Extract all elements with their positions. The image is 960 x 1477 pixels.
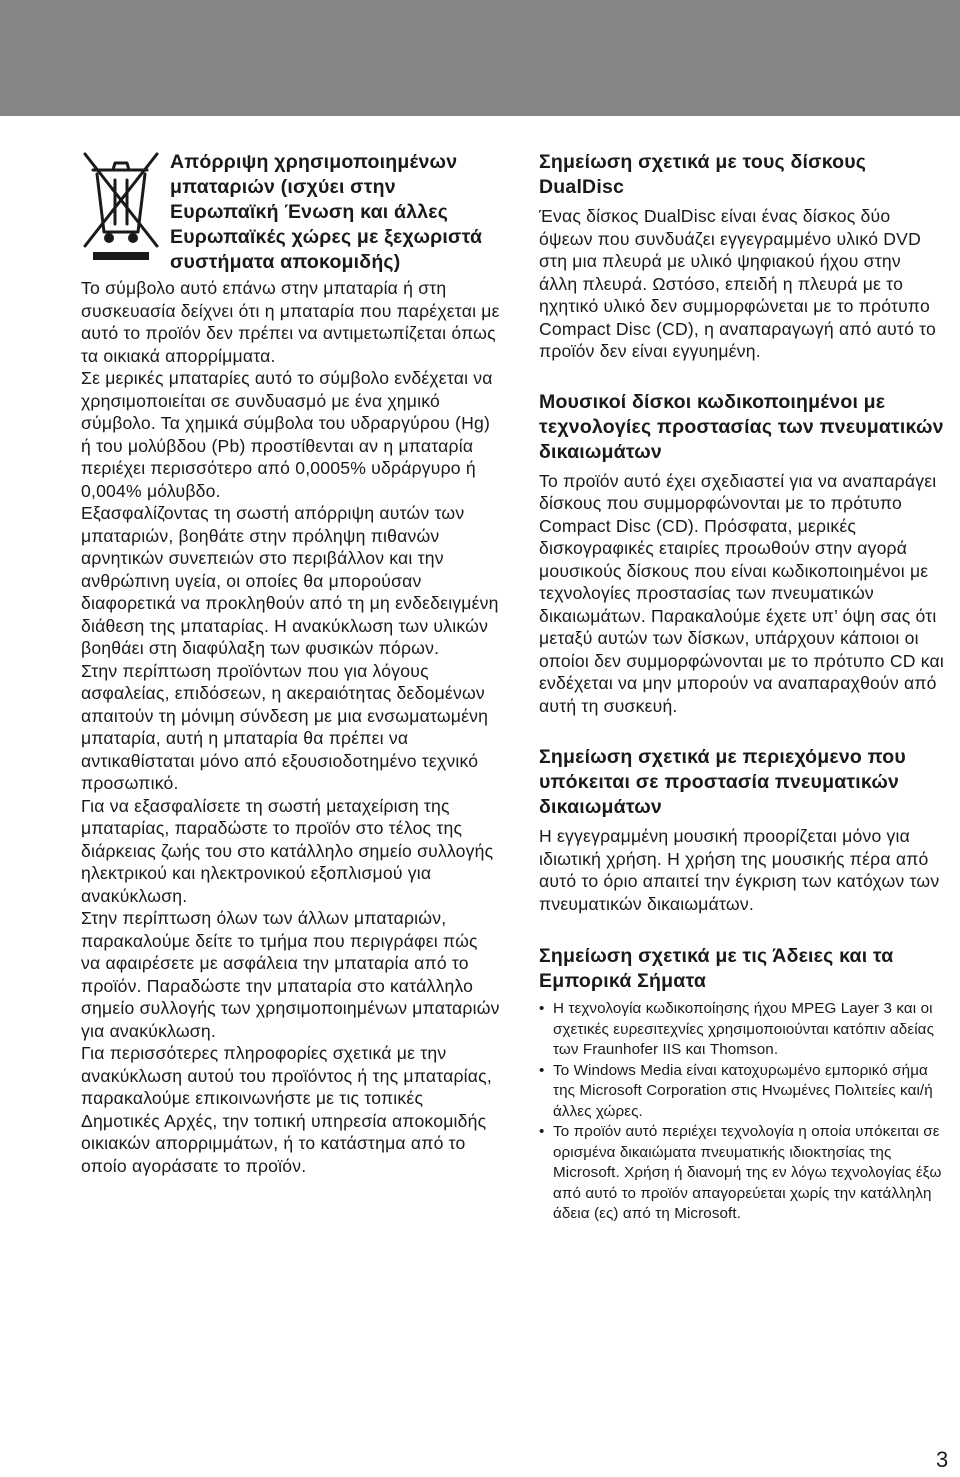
- page-number: 3: [936, 1447, 949, 1472]
- list-item: [539, 1061, 944, 1123]
- dualdisc-body: Ένας δίσκος DualDisc είναι ένας δίσκος δύο όψεων που συνδυάζει εγγεγραμμένο υλικό DVD στη μια πλευρά με υλικό ψηφιακού ήχου στην άλλη πλευρά. Ωστόσο, επειδή η πλευρά με το ηχητικό υλικό δεν συμμορφώνεται με το πρότυπο Compact Disc (CD), η αναπαραγωγή από αυτό το προϊόν δεν είναι εγγυημένη.: [539, 206, 937, 361]
- left-paragraph: Εξασφαλίζοντας τη σωστή απόρριψη αυτών των μπαταριών, βοηθάτε στην πρόληψη πιθανών αρνητικών συνεπειών στο περιβάλλον και την ανθρώπινη υγεία, οι οποίες θα μπορούσαν διαφορετικά να προκληθούν από τη μη ενδεδειγμένη διάθεση της μπαταρίας. Η ανακύκλωση των υλικών βοηθάει στη διαφύλαξη των φυσικών πόρων.: [81, 503, 499, 658]
- left-paragraph: Για να εξασφαλίσετε τη σωστή μεταχείριση της μπαταρίας, παραδώστε το προϊόν στο τέλος της διάρκειας ζωής του στο κατάλληλο σημείο συλλογής ηλεκτρικού και ηλεκτρονικού εξοπλισμού για ανακύκλωση.: [81, 795, 494, 906]
- licenses-trademarks-section: [539, 944, 944, 1225]
- left-paragraph: Στην περίπτωση όλων των άλλων μπαταριών, παρακαλούμε δείτε το τμήμα που περιγράφει πώς να αφαιρέσετε με ασφάλεια την μπαταρία από το προϊόν. Παραδώστε την μπαταρία στο κατάλληλο σημείο συλλογής των χρησιμοποιημένων μπαταριών για ανακύκλωση.: [81, 908, 500, 1041]
- list-item: [539, 999, 944, 1061]
- copy-protected-discs-section: [539, 390, 944, 718]
- left-paragraph: Για περισσότερες πληροφορίες σχετικά με την ανακύκλωση αυτού του προϊόντος ή της μπαταρίας, παρακαλούμε επικοινωνήστε με τις τοπικές Δημοτικές Αρχές, την τοπική υπηρεσία αποκομιδής οικιακών απορριμμάτων, ή το κατάστημα από το οποίο αγοράσατε το προϊόν.: [81, 1043, 492, 1176]
- dualdisc-section: [539, 150, 944, 363]
- trademarks-list: [539, 999, 944, 1225]
- bullet-icon: •: [539, 1123, 545, 1140]
- bullet-icon: •: [539, 1000, 545, 1017]
- copyright-content-section: [539, 745, 944, 915]
- left-paragraph: Σε μερικές μπαταρίες αυτό το σύμβολο ενδέχεται να χρησιμοποιείται σε συνδυασμό με ένα χημικό σύμβολο. Τα χημικά σύμβολα του υδραργύρου (Hg) ή του μολύβδου (Pb) προστίθενται αν η μπαταρία περιέχει περισσότερο από 0,0005% υδράργυρο ή 0,004% μόλυβδο.: [81, 368, 493, 501]
- list-item-text: Το Windows Media είναι κατοχυρωμένο εμπορικό σήμα της Microsoft Corporation στις Ηνωμένες Πολιτείες και/ή άλλες χώρες.: [553, 1061, 933, 1120]
- copyright-content-heading: Σημείωση σχετικά με περιεχόμενο που υπόκειται σε προστασία πνευματικών δικαιωμάτων: [539, 746, 906, 818]
- copy-protected-discs-heading: Μουσικοί δίσκοι κωδικοποιημένοι με τεχνολογίες προστασίας των πνευματικών δικαιωμάτων: [539, 390, 944, 463]
- licenses-trademarks-heading: Σημείωση σχετικά με τις Άδειες και τα Εμπορικά Σήματα: [539, 945, 894, 992]
- left-paragraph: Στην περίπτωση προϊόντων που για λόγους ασφαλείας, επιδόσεων, η ακεραιότητας δεδομένων απαιτούν τη μόνιμη σύνδεση με μια ενσωματωμένη μπαταρία, αυτή η μπαταρία θα πρέπει να αντικαθίσταται μόνο από εξουσιοδοτημένο τεχνικό προσωπικό.: [81, 660, 489, 793]
- battery-disposal-title: Απόρριψη χρησιμοποιημένων μπαταριών (ισχύει στην Ευρωπαϊκή Ένωση και άλλες Ευρωπαϊκές χώρες με ξεχωριστά συστήματα αποκομιδής): [170, 151, 483, 273]
- left-paragraph: Το σύμβολο αυτό επάνω στην μπαταρία ή στη συσκευασία δείχνει ότι η μπαταρία που παρέχεται με αυτό το προϊόν δεν πρέπει να αντιμετωπίζεται όπως τα οικιακά απορρίμματα.: [81, 278, 500, 366]
- list-item: [539, 1122, 944, 1225]
- left-column: [81, 150, 501, 1177]
- copy-protected-discs-body: Το προϊόν αυτό έχει σχεδιαστεί για να αναπαράγει δίσκους που συμμορφώνονται με το πρότυπο Compact Disc (CD). Πρόσφατα, μερικές δισκογραφικές εταιρίες προωθούν στην αγορά μουσικούς δίσκους που είναι κωδικοποιημένοι με τεχνολογίες προστασίας των πνευματικών δικαιωμάτων. Παρακαλούμε έχετε υπ’ όψη σας ότι μεταξύ αυτών των δίσκων, υπάρχουν κάποιοι οι οποίοι δεν συμμορφώνονται με το πρότυπο CD και ενδέχεται να μην μπορούν να αναπαραχθούν από αυτή τη συσκευή.: [539, 470, 944, 716]
- dualdisc-heading: Σημείωση σχετικά με τους δίσκους DualDisc: [539, 151, 867, 198]
- bullet-icon: •: [539, 1061, 545, 1079]
- copyright-content-body: Η εγγεγραμμένη μουσική προορίζεται μόνο για ιδιωτική χρήση. Η χρήση της μουσικής πέρα από αυτό το όριο απαιτεί την έγκριση των κατόχων των πνευματικών δικαιωμάτων.: [539, 826, 940, 914]
- list-item-text: Η τεχνολογία κωδικοποίησης ήχου MPEG Layer 3 και οι σχετικές ευρεσιτεχνίες χρησιμοποιούνται κατόπιν αδείας των Fraunhofer IIS και Thomson.: [553, 1000, 934, 1058]
- right-column: [539, 150, 944, 1225]
- list-item-text: Το προϊόν αυτό περιέχει τεχνολογία η οποία υπόκειται σε ορισμένα δικαιώματα πνευματικής ιδιοκτησίας της Microsoft. Χρήση ή διανομή της εν λόγω τεχνολογίας έξω από αυτό το προϊόν απαγορεύεται χωρίς την κατάλληλη άδεια (ες) από τη Microsoft.: [553, 1123, 942, 1222]
- top-header-band: [0, 0, 960, 116]
